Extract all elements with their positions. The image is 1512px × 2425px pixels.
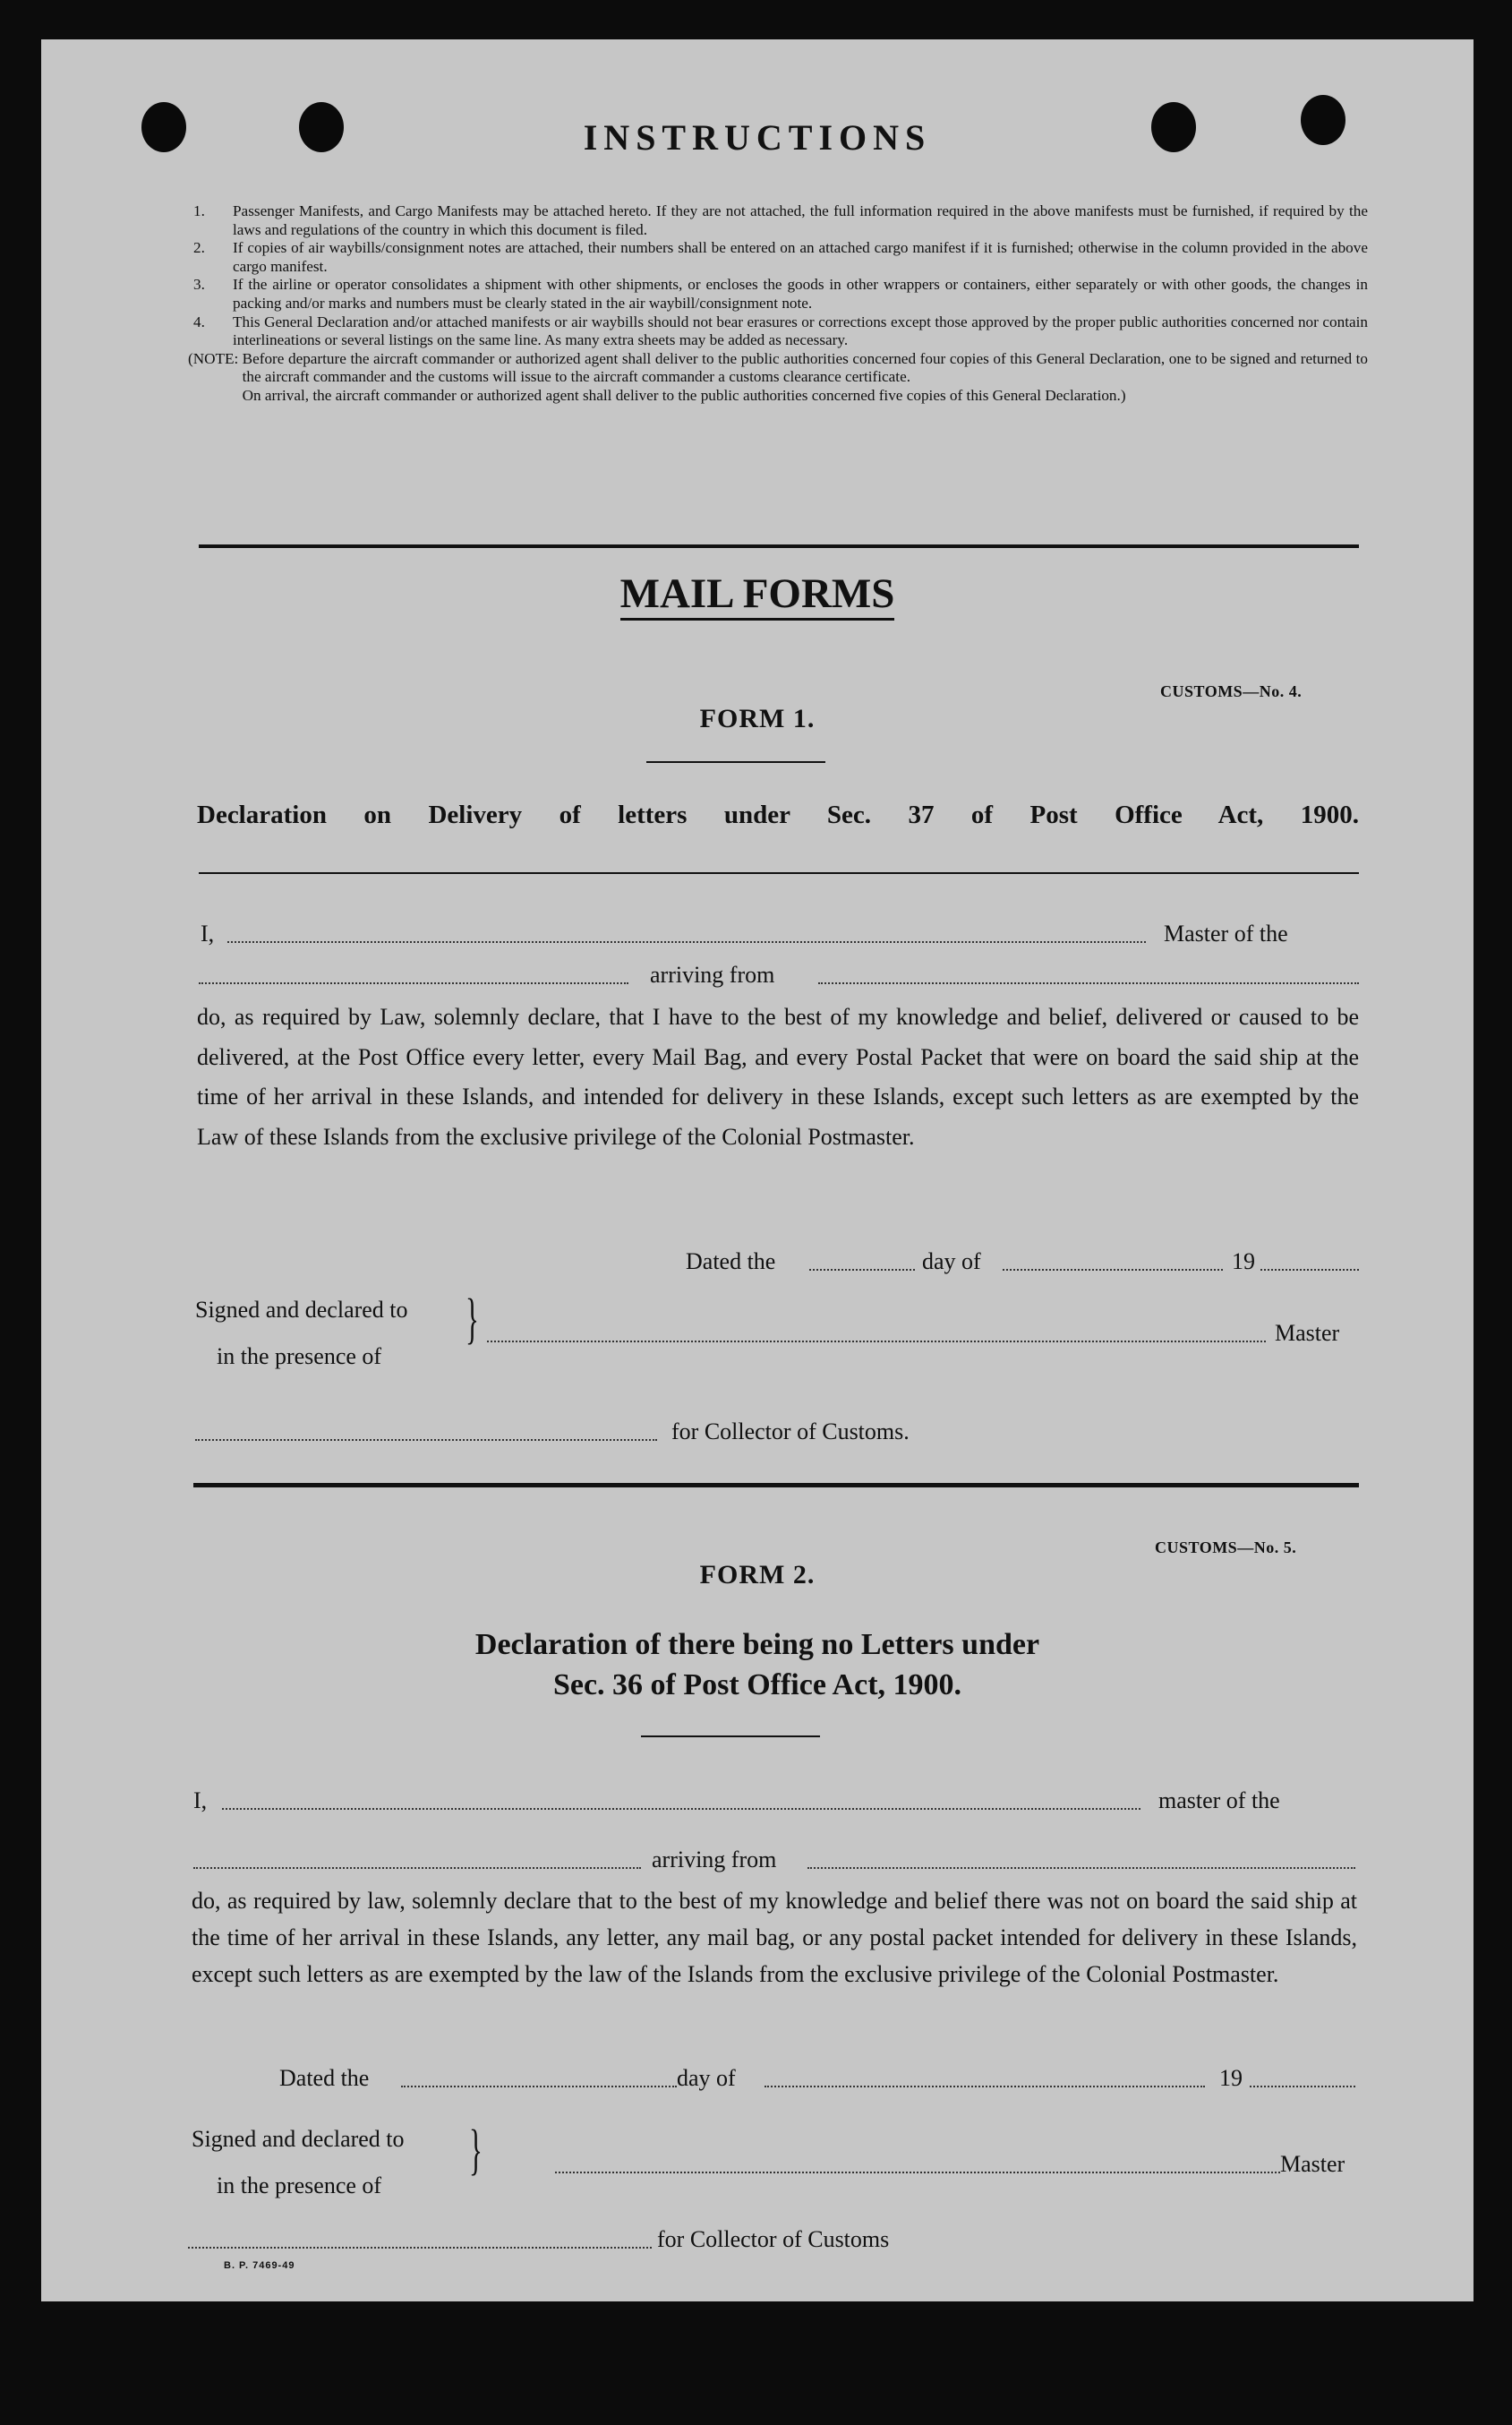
instructions-note: [188, 349, 1368, 406]
form2-name-field[interactable]: [222, 1807, 1140, 1810]
instruction-text: Passenger Manifests, and Cargo Manifests may be attached hereto. If they are not attached, the full information required in the above manifests must be furnished, if required by the laws and regulations of the country in which this document is filed.: [233, 202, 1368, 238]
title-underline: [646, 761, 825, 763]
instruction-item: [193, 202, 1368, 239]
form1-dated-the: Dated the: [686, 1248, 776, 1274]
print-code: B. P. 7469-49: [224, 2260, 295, 2271]
instruction-text: If the airline or operator consolidates a shipment with other shipments, or encloses the goods in other wrappers or containers, either separately or with other goods, the changes in packing and/or marks and numbers must be clearly stated in the air waybill/consignment note.: [233, 276, 1368, 312]
form1-origin-field[interactable]: [818, 981, 1359, 984]
form2-declaration-line1: Declaration of there being no Letters under: [474, 1628, 1040, 1661]
form-divider: [193, 1483, 1359, 1487]
form2-month-field[interactable]: [765, 2085, 1205, 2087]
form2-brace: }: [469, 2120, 483, 2181]
form1-day-of: day of: [922, 1248, 981, 1274]
form2-origin-field[interactable]: [807, 1866, 1355, 1869]
thin-divider: [199, 872, 1359, 874]
form1-signed-line1: Signed and declared to: [195, 1297, 408, 1323]
form1-month-field[interactable]: [1003, 1268, 1223, 1271]
form2-master: Master: [1280, 2151, 1345, 2177]
form2-collector-field[interactable]: [188, 2246, 652, 2249]
form1-master-of-the: Master of the: [1164, 921, 1288, 947]
form1-master-field[interactable]: [487, 1340, 1266, 1342]
form1-day-field[interactable]: [809, 1268, 915, 1271]
form2-master-field[interactable]: [555, 2171, 1280, 2173]
form1-title: FORM 1.: [699, 704, 816, 733]
form1-collector: for Collector of Customs.: [671, 1418, 910, 1444]
form1-master: Master: [1275, 1320, 1340, 1346]
section-divider: [199, 544, 1359, 548]
form1-year-prefix: 19: [1232, 1248, 1255, 1274]
mail-forms-heading: MAIL FORMS: [41, 570, 1474, 618]
form2-i-label: I,: [193, 1787, 208, 1813]
form2-year-field[interactable]: [1250, 2085, 1355, 2087]
instruction-number: 2.: [193, 239, 205, 257]
form2-collector: for Collector of Customs: [657, 2226, 890, 2252]
form2-body: do, as required by law, solemnly declare that to the best of my knowledge and belief there was not on board the said ship at the time of her arrival in these Islands, any letter, any mail bag, or any postal packet intended for delivery in these Islands, except such letters as are exempted by the law of the Islands from the exclusive privilege of the Colonial Postmaster.: [192, 1888, 1357, 1987]
form1-collector-field[interactable]: [195, 1438, 657, 1441]
form1-body: do, as required by Law, solemnly declare, that I have to the best of my knowledge and belief, delivered or caused to be delivered, at the Post Office every letter, every Mail Bag, and every Postal Packet that were on board the said ship at the time of her arrival in these Islands, and intended for delivery in these Islands, except such letters as are exempted by the Law of these Islands from the exclusive privilege of the Colonial Postmaster.: [197, 1004, 1359, 1150]
instructions-title: INSTRUCTIONS: [583, 117, 932, 158]
form2-title: FORM 2.: [699, 1560, 816, 1590]
note-text-arrival: On arrival, the aircraft commander or authorized agent shall deliver to the public authorities concerned five copies of this General Declaration.): [242, 386, 1126, 404]
instructions-list: [188, 202, 1368, 406]
form2-master-of-the: master of the: [1158, 1787, 1280, 1813]
form1-brace: }: [466, 1289, 479, 1350]
form1-year-field[interactable]: [1260, 1268, 1359, 1271]
form2-signed-line2: in the presence of: [217, 2172, 382, 2198]
instruction-number: 3.: [193, 276, 205, 294]
form1-name-field[interactable]: [227, 940, 1146, 943]
form1-arriving-from: arriving from: [650, 962, 775, 988]
instruction-text: This General Declaration and/or attached manifests or air waybills should not bear erasures or corrections except those approved by the proper public authorities concerned nor contain interlineations or several listings on the same line. As many extra sheets may be added as necessary.: [233, 313, 1368, 349]
form1-declaration: Declaration on Delivery of letters under Sec. 37 of Post Office Act, 1900.: [197, 801, 1359, 829]
form2-declaration: [41, 1624, 1474, 1705]
form2-dated-the: Dated the: [279, 2065, 370, 2091]
instruction-number: 4.: [193, 313, 205, 330]
form2-day-of: day of: [677, 2065, 736, 2091]
form2-day-field[interactable]: [401, 2085, 677, 2087]
title-underline: [641, 1735, 820, 1737]
document-page: [41, 39, 1474, 2301]
form1-customs-ref: CUSTOMS—No. 4.: [1160, 682, 1303, 700]
form2-year-prefix: 19: [1219, 2065, 1243, 2091]
form2-arriving-from: arriving from: [652, 1847, 777, 1872]
form2-signed-line1: Signed and declared to: [192, 2126, 405, 2152]
form1-signed-line2: in the presence of: [217, 1343, 382, 1369]
note-label: (NOTE:: [188, 349, 243, 367]
instruction-text: If copies of air waybills/consignment notes are attached, their numbers shall be entered on an attached cargo manifest if it is furnished; otherwise in the column provided in the above cargo manifest.: [233, 239, 1368, 275]
form2-customs-ref: CUSTOMS—No. 5.: [1155, 1538, 1297, 1556]
instruction-item: [193, 239, 1368, 276]
instruction-item: [193, 313, 1368, 350]
note-text: Before departure the aircraft commander or authorized agent shall deliver to the public authorities concerned four copies of this General Declaration, one to be signed and returned to the aircraft commander and the customs will issue to the aircraft commander a customs clearance certificate.: [242, 349, 1368, 386]
form2-ship-field[interactable]: [193, 1866, 641, 1869]
form1-ship-field[interactable]: [199, 981, 628, 984]
instruction-number: 1.: [193, 202, 205, 219]
instruction-item: [193, 276, 1368, 313]
form2-declaration-line2: Sec. 36 of Post Office Act, 1900.: [552, 1668, 962, 1701]
form1-i-label: I,: [201, 921, 215, 947]
